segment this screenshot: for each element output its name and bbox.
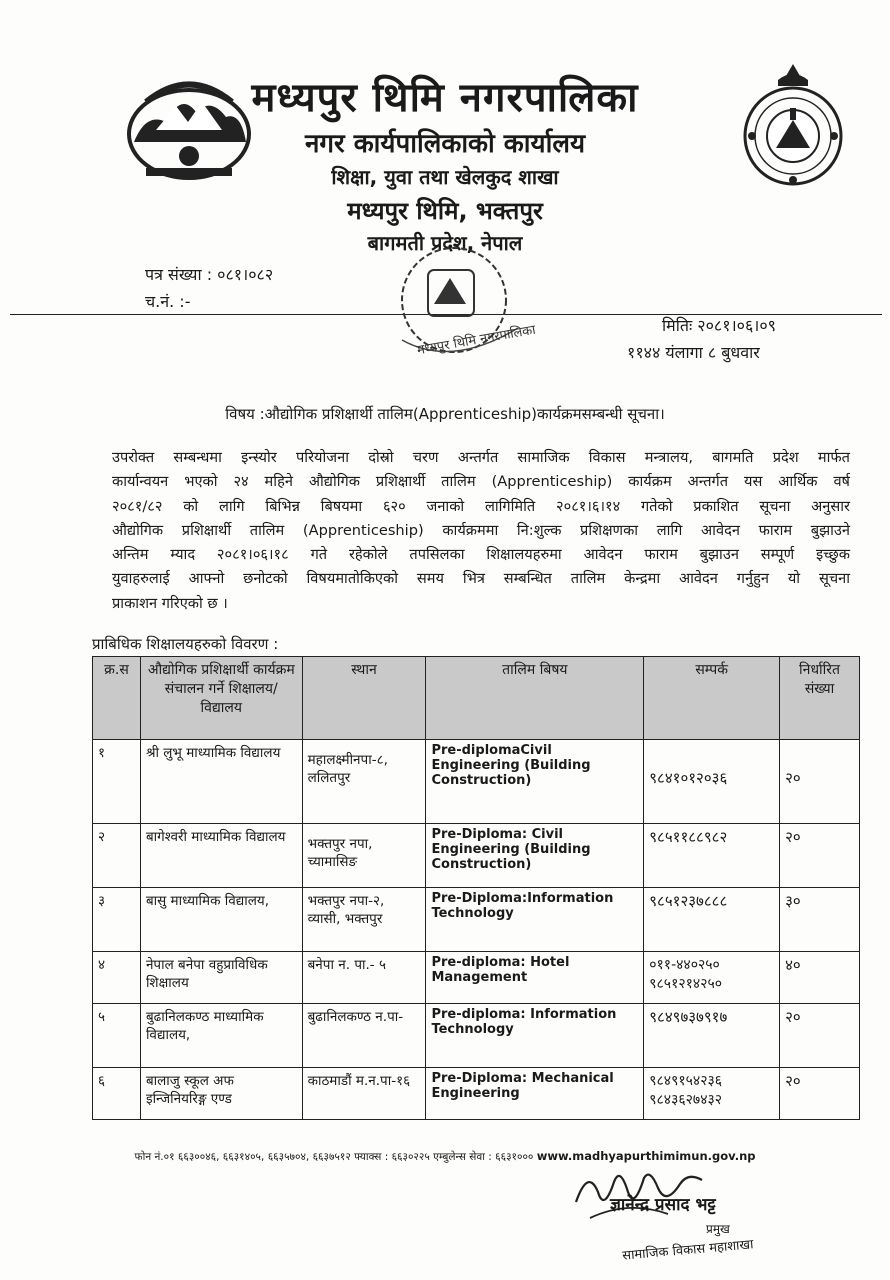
- table-row: [93, 824, 860, 888]
- cell-seats: २०: [780, 824, 860, 888]
- cell-contact: ९८४९१५४२३६ ९८४३६२७४३२: [644, 1068, 780, 1120]
- institutes-table: [92, 656, 860, 1120]
- cell-subject: Pre-Diploma: Mechanical Engineering: [426, 1068, 644, 1120]
- signatory-department: सामाजिक विकास महाशाखा: [621, 1237, 755, 1264]
- col-header-sn: क्र.स: [93, 657, 141, 740]
- cell-seats: २०: [780, 1068, 860, 1120]
- col-header-institute: औद्योगिक प्रशिक्षार्थी कार्यक्रम संचालन गर्ने शिक्षालय/विद्यालय: [140, 657, 302, 740]
- cell-contact: ९८४१०१२०३६: [644, 740, 780, 824]
- cell-subject: Pre-diploma: Information Technology: [426, 1004, 644, 1068]
- dispatch-no: च.नं. :-: [145, 292, 191, 311]
- col-header-subject: तालिम बिषय: [426, 657, 644, 740]
- cell-location: महालक्ष्मीनपा-८, ललितपुर: [302, 740, 426, 824]
- cell-location: भक्तपुर नपा, च्यामासिङ: [302, 824, 426, 888]
- cell-institute: बासु माध्यामिक विद्यालय,: [140, 888, 302, 952]
- cell-contact: ९८४९७३७९१७: [644, 1004, 780, 1068]
- table-row: [93, 1068, 860, 1120]
- cell-location: बनेपा न. पा.- ५: [302, 952, 426, 1004]
- cell-sn: १: [93, 740, 141, 824]
- cell-contact: ९८५१२३७८८८: [644, 888, 780, 952]
- cell-sn: ४: [93, 952, 141, 1004]
- city-name: मध्यपुर थिमि, भक्तपुर: [347, 197, 543, 225]
- cell-location: भक्तपुर नपा-२, व्यासी, भक्तपुर: [302, 888, 426, 952]
- cell-contact: ९८५११८८९८२: [644, 824, 780, 888]
- cell-location: बुढानिलकण्ठ न.पा-: [302, 1004, 426, 1068]
- cell-seats: २०: [780, 740, 860, 824]
- letter-ref-no: पत्र संख्या : ०८१।०८२: [145, 265, 274, 284]
- municipality-name: मध्यपुर थिमि नगरपालिका: [251, 75, 639, 121]
- body-line: उपरोक्त सम्बन्धमा इन्स्योर परियोजना दोस्रो चरण अन्तर्गत सामाजिक विकास मन्त्रालय, बागमति प्रदेश मार्फत: [112, 449, 850, 466]
- cell-seats: ३०: [780, 888, 860, 952]
- cell-institute: बालाजु स्कूल अफ इन्जिनियरिङ्ग एण्ड: [140, 1068, 302, 1120]
- cell-institute: बागेश्वरी माध्यामिक विद्यालय: [140, 824, 302, 888]
- body-line: औद्योगिक प्रशिक्षार्थी तालिम (Apprenticeship) कार्यक्रममा नि:शुल्क प्रशिक्षणका लागि आवेदन फाराम बुझाउने: [112, 521, 850, 539]
- cell-subject: Pre-Diploma: Civil Engineering (Building Construction): [426, 824, 644, 888]
- footer-contacts: [0, 1149, 890, 1164]
- stamp-text: मध्यपुर थिमि नगरपालिका: [415, 322, 537, 359]
- body-line: प्राकाशन गरिएको छ ।: [112, 594, 228, 612]
- table-heading: प्राबिधिक शिक्षालयहरुको विवरण :: [92, 635, 279, 653]
- cell-subject: Pre-diploma: Hotel Management: [426, 952, 644, 1004]
- nepal-sambat-date: ११४४ यंलागा ८ बुधवार: [627, 343, 760, 362]
- col-header-contact: सम्पर्क: [644, 657, 780, 740]
- cell-institute: श्री लुभू माध्यामिक विद्यालय: [140, 740, 302, 824]
- section-name: शिक्षा, युवा तथा खेलकुद शाखा: [331, 165, 559, 189]
- signatory-name: ज्ञानेन्द्र प्रसाद भट्ट: [610, 1195, 716, 1215]
- table-row: [93, 888, 860, 952]
- body-line: २०८१/८२ को लागि बिभिन्न बिषयमा ६२० जनाको लागिमिति २०८१।६।१४ गतेको प्रकाशित सूचना अनुसार: [112, 497, 850, 515]
- footer-phones: फोन नं.०१ ६६३००४६, ६६३१४०५, ६६३५७०४, ६६३७५१२ फ्याक्स : ६६३०२२५ एम्बुलेन्स सेवा : ६६३१०००: [134, 1151, 534, 1163]
- col-header-location: स्थान: [302, 657, 426, 740]
- letter-date: मितिः २०८१।०६।०९: [662, 316, 776, 335]
- cell-institute: बुढानिलकण्ठ माध्यामिक विद्यालय,: [140, 1004, 302, 1068]
- body-line: अन्तिम म्याद २०८१।०६।१८ गते रहेकोले तपसिलका शिक्षालयहरुमा आवेदन फाराम बुझाउन सम्पूर्ण इच्छुक: [112, 546, 850, 564]
- cell-seats: २०: [780, 1004, 860, 1068]
- cell-sn: ६: [93, 1068, 141, 1120]
- table-row: [93, 952, 860, 1004]
- cell-sn: ३: [93, 888, 141, 952]
- cell-subject: Pre-Diploma:Information Technology: [426, 888, 644, 952]
- cell-sn: २: [93, 824, 141, 888]
- cell-subject: Pre-diplomaCivil Engineering (Building Construction): [426, 740, 644, 824]
- letter-subject: विषय :औद्योगिक प्रशिक्षार्थी तालिम(Apprenticeship)कार्यक्रमसम्बन्धी सूचना।: [225, 405, 665, 423]
- table-header-row: [93, 657, 860, 740]
- office-name: नगर कार्यपालिकाको कार्यालय: [304, 129, 586, 159]
- cell-seats: ४०: [780, 952, 860, 1004]
- table-row: [93, 1004, 860, 1068]
- footer-website-link[interactable]: www.madhyapurthimimun.gov.np: [536, 1149, 756, 1163]
- table-row: [93, 740, 860, 824]
- body-line: युवाहरुलाई आफ्नो छनोटको विषयमातोकिएको समय भित्र सम्बन्धित तालिम केन्द्रमा आवेदन गर्नुहुन यो सूचना: [112, 570, 850, 588]
- cell-contact: ०११-४४०२५० ९८५१२१४२५०: [644, 952, 780, 1004]
- province-name: बागमती प्रदेश, नेपाल: [367, 231, 523, 255]
- notice-body: [112, 446, 850, 616]
- cell-location: काठमाडौं म.न.पा-१६: [302, 1068, 426, 1120]
- cell-sn: ५: [93, 1004, 141, 1068]
- body-line: कार्यान्वयन भएको २४ महिने औद्योगिक प्रशिक्षार्थी तालिम (Apprenticeship) कार्यक्रम अन्तर्गत यस आर्थिक वर्ष: [112, 473, 850, 491]
- cell-institute: नेपाल बनेपा वहुप्राविधिक शिक्षालय: [140, 952, 302, 1004]
- signatory-role: प्रमुख: [706, 1222, 730, 1236]
- col-header-seats: निर्धारित संख्या: [780, 657, 860, 740]
